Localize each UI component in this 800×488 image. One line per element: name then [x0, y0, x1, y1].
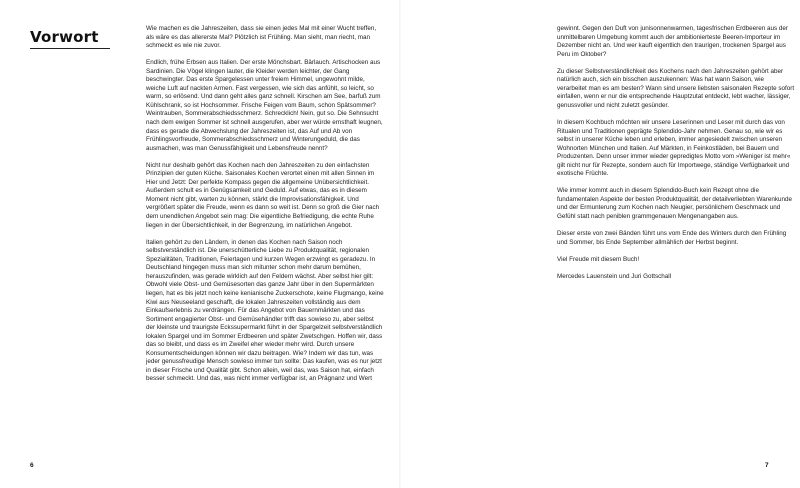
right-paragraph: Zu dieser Selbstverständlichkeit des Kochens nach den Jahreszeiten gehört aber natürlich auch, sich ein bisschen auszukennen: Was hat wann Saison, wie verarbeitet man es am besten? Wann sind unsere liebsten saisonalen Rezepte sofort einfallen, wenn er nur die entsprechende Hauptzutat entdeckt, lebt wacher, lässiger, genussvoller und nicht zuletzt gesünder. [557, 67, 795, 109]
page-heading: Vorwort [30, 28, 99, 46]
left-paragraph: Italien gehört zu den Ländern, in denen das Kochen nach Saison noch selbstverständlich ist. Die unerschütterliche Liebe zu Produktqualität, regionalen Spezialitäten, Traditionen, Feiertagen und kurzen Wegen erzwingt es geradezu. In Deutschland hingegen muss man sich mitunter schon mehr darum bemühen, herauszufinden, was gerade wirklich auf den Feldern wächst. Aber selbst hier gilt: Obwohl viele Obst- und Gemüsesorten das ganze Jahr über in den Supermärkten liegen, hat es bis jetzt noch keine kenianische Zuckerschote, keine Flugmango, keine Kiwi aus Neuseeland geschafft, die lokalen Jahreszeiten vollständig aus dem Einkaufserlebnis zu verdrängen. Für das Angebot von Bauernmärkten und das Sortiment engagierter Obst- und Gemüsehändler trifft das sowieso zu, aber selbst der kleinste und traurigste Eckssupermarkt führt in der Spargelzeit selbstverständlich lokalen Spargel und im Sommer Erdbeeren und später Zwetschgen. Hoffen wir, dass das so bleibt, und dass es im Zweifel eher wieder mehr wird. Durch unsere Konsumentscheidungen können wir dazu beitragen. Wie? Indem wir das tun, was jeder genussfreudige Mensch sowieso immer tun sollte: Das kaufen, was es nur jetzt in dieser Frische und Qualität gibt. Schon allein, weil das, was Saison hat, einfach besser schmeckt. Und das, was nicht immer verfügbar ist, an Prägnanz und Wert [146, 238, 384, 383]
left-page-number: 6 [30, 462, 34, 469]
right-paragraph: In diesem Kochbuch möchten wir unsere Leserinnen und Leser mit durch das von Ritualen und Traditionen geprägte Splendido-Jahr nehmen. Genau so, wie wir es selbst in unserer Küche leben und erleben, immer angesiedelt zwischen unseren Wohnorten München und Italien. Auf Märkten, in Feinkostläden, bei Bauern und Produzenten. Denn unser immer wieder gepredigtes Motto vom »Weniger ist mehr« gilt nicht nur für Rezepte, sondern auch für Importwege, ständige Verfügbarkeit und exotische Früchte. [557, 119, 791, 178]
right-paragraph: gewinnt. Gegen den Duft von junisonnenwarmen, tagesfrischen Erdbeeren aus der unmittelbaren Umgebung kommt auch der ambitionierteste Beeren-Importeur im Dezember nicht an. Und wer kauft eigentlich den traurigen, trockenen Spargel aus Peru im Oktober? [557, 25, 789, 58]
left-paragraph: Nicht nur deshalb gehört das Kochen nach den Jahreszeiten zu den einfachsten Prinzipien der guten Küche. Saisonales Kochen verortet einen mit allen Sinnen im Hier und Jetzt: Der perfekte Kompass gegen die allgemeine Unübersichtlichkeit. Außerdem schult es in Genügsamkeit und Geduld. Auf etwas, das es in diesem Moment nicht gibt, warten zu können, stärkt die Improvisationsfähigkeit. Und vergrößert später die Freude, wenn es dann so weit ist. Denn so groß die Gier nach dem unendlichen Angebot sein mag: Die eigentliche Befriedigung, die echte Ruhe liegen in der Übersichtlichkeit, in der Begrenzung, im natürlichen Angebot. [146, 161, 380, 229]
page-gutter [399, 0, 401, 488]
right-page-number: 7 [765, 462, 769, 469]
left-paragraph: Endlich, frühe Erbsen aus Italien. Der erste Mönchsbart. Bärlauch. Artischocken aus Sardinien. Die Vögel klingen lauter, die Kleider werden leichter, der Gang beschwingter. Das erste Spargelessen unter freiem Himmel, ungewohnt milde, weiche Luft auf nackten Armen. Fast vergessen, wie sich das anfühlt, so leicht, so warm, so erlösend. Und dann geht alles ganz schnell. Kirschen am See, barfuß zum Kühlschrank, so ist Hochsommer. Frische Feigen vom Baum, schon Spätsommer? Weintrauben, Sommerabschiedsschmerz. Schrecklich! Nein, gut so. Die Sehnsucht nach dem ewigen Sommer ist schnell ausgerufen, aber wer würde ernsthaft leugnen, dass es gerade die Abwechslung der Jahreszeiten ist, das Auf und Ab von Frühlingsvorfreude, Sommerabschiedsschmerz und Winterungeduld, die das ausmachen, was man Genussfähigkeit und Lebensfreude nennt? [146, 59, 383, 152]
right-paragraph: Dieser erste von zwei Bänden führt uns vom Ende des Winters durch den Frühling und Sommer, bis Ende September allmählich der Herbst beginnt. [557, 230, 787, 246]
heading-underline [30, 48, 110, 49]
signature-line: Mercedes Lauenstein und Juri Gottschall [557, 272, 672, 280]
right-paragraph: Wie immer kommt auch in diesem Splendido-Buch kein Rezept ohne die fundamentalen Aspekte der besten Produktqualität, der detailverliebten Warenkunde und der Ermunterung zum Kochen nach Neugier, persönlichem Geschmack und Gefühl statt nach peniblen grammgenauen Mengenangaben aus. [557, 187, 793, 221]
right-paragraph: Viel Freude mit diesem Buch! [557, 255, 640, 263]
left-text-column [146, 25, 384, 393]
right-text-column [557, 25, 795, 290]
left-paragraph: Wie machen es die Jahreszeiten, dass sie einen jedes Mal mit einer Wucht treffen, als wäre es das allererste Mal? Plötzlich ist Frühling. Man sieht, man riecht, man schmeckt es wie nie zuvor. [146, 25, 377, 50]
